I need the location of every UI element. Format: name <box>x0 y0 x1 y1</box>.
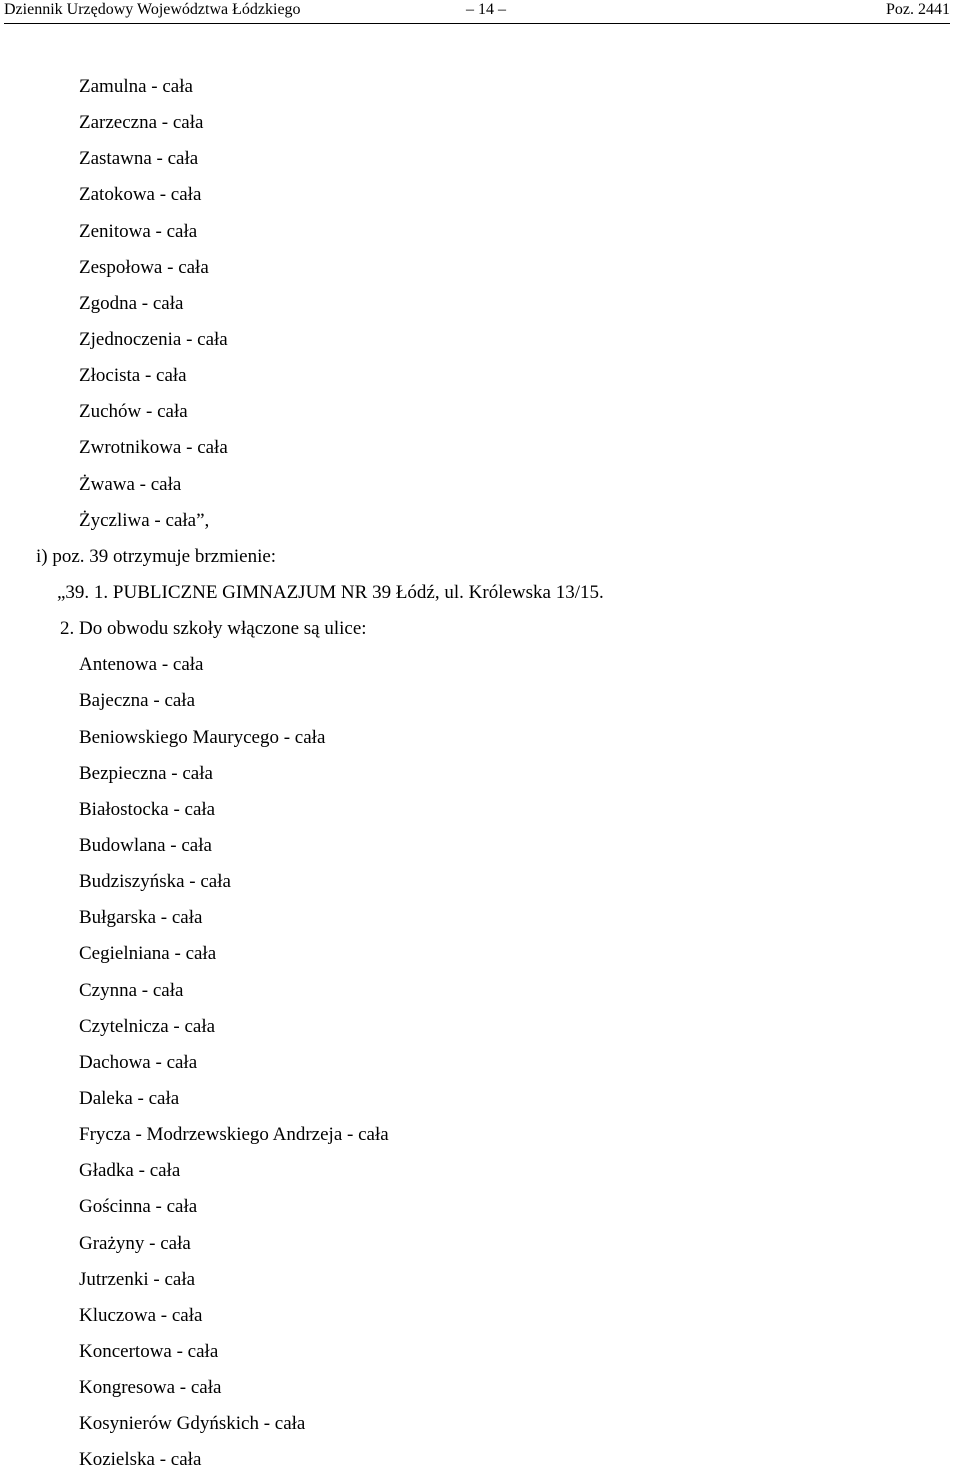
street-item: Grażyny - cała <box>79 1232 191 1254</box>
street-item: Antenowa - cała <box>79 654 204 676</box>
street-item: Cegielniana - cała <box>79 943 217 965</box>
street-item: Białostocka - cała <box>79 798 216 820</box>
street-item: Zenitowa - cała <box>79 220 198 242</box>
street-item: Czynna - cała <box>79 979 184 1001</box>
street-item: Zespołowa - cała <box>79 256 209 278</box>
street-item: Frycza - Modrzewskiego Andrzeja - cała <box>79 1124 389 1146</box>
amendment-intro: i) poz. 39 otrzymuje brzmienie: <box>36 545 277 567</box>
street-item: Budziszyńska - cała <box>79 871 231 893</box>
street-item: Złocista - cała <box>79 365 187 387</box>
street-item: Kosynierów Gdyńskich - cała <box>79 1413 306 1435</box>
street-item: Życzliwa - cała”, <box>79 509 210 531</box>
street-item: Dachowa - cała <box>79 1051 198 1073</box>
page-number: – 14 – <box>466 1 506 18</box>
street-item: Daleka - cała <box>79 1087 180 1109</box>
header-divider <box>4 23 950 24</box>
journal-title: Dziennik Urzędowy Województwa Łódzkiego <box>4 1 301 18</box>
street-item: Kluczowa - cała <box>79 1304 203 1326</box>
street-item: Zuchów - cała <box>79 401 188 423</box>
street-item: Bułgarska - cała <box>79 907 203 929</box>
street-item: Beniowskiego Maurycego - cała <box>79 726 326 748</box>
school-heading: „39. 1. PUBLICZNE GIMNAZJUM NR 39 Łódź, ul. Królewska 13/15. <box>57 581 604 603</box>
page-header <box>4 0 950 26</box>
street-list-second <box>0 647 960 1478</box>
street-item: Zamulna - cała <box>79 76 193 97</box>
street-item: Koncertowa - cała <box>79 1340 219 1362</box>
street-item: Bajeczna - cała <box>79 690 196 712</box>
street-item: Gładka - cała <box>79 1160 181 1182</box>
street-item: Czytelnicza - cała <box>79 1015 216 1037</box>
street-item: Bezpieczna - cała <box>79 762 213 784</box>
street-item: Zgodna - cała <box>79 292 184 314</box>
street-item: Kongresowa - cała <box>79 1377 222 1399</box>
position-number: Poz. 2441 <box>886 1 950 18</box>
district-intro: 2. Do obwodu szkoły włączone są ulice: <box>60 618 367 640</box>
street-item: Zarzeczna - cała <box>79 112 204 134</box>
street-item: Żwawa - cała <box>79 473 182 495</box>
street-item: Zatokowa - cała <box>79 184 202 206</box>
street-list-first <box>0 69 960 539</box>
street-item: Kozielska - cała <box>79 1449 202 1471</box>
document-body <box>0 69 960 1478</box>
street-item: Zjednoczenia - cała <box>79 328 228 350</box>
street-item: Gościnna - cała <box>79 1196 198 1218</box>
street-item: Zwrotnikowa - cała <box>79 437 228 459</box>
street-item: Jutrzenki - cała <box>79 1268 196 1290</box>
street-item: Zastawna - cała <box>79 148 199 170</box>
street-item: Budowlana - cała <box>79 834 212 856</box>
